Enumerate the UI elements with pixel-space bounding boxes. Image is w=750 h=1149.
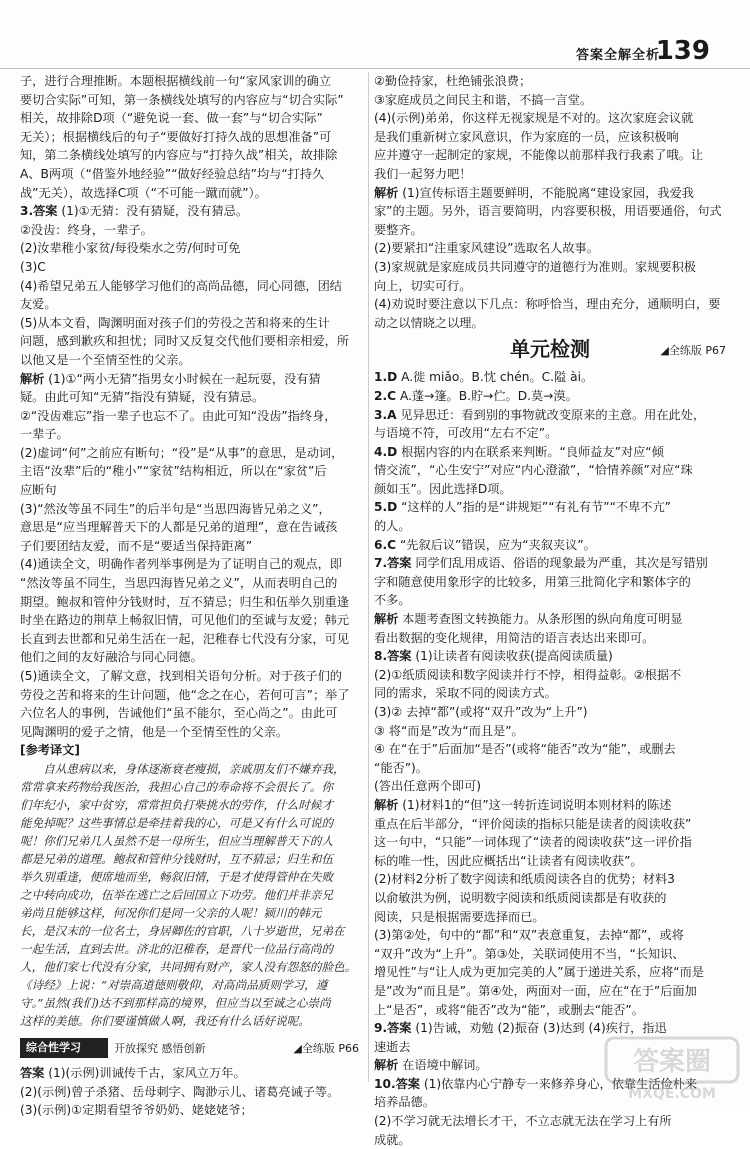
- answer-line: [374, 424, 726, 443]
- text-line: 时坐在路边的荆草上畅叙旧情，可见他们的至诚与友爱；韩元: [20, 613, 350, 628]
- answer-text: 以俞敏洪为例，说明数字阅读和纸质阅读都是有收获的: [374, 890, 667, 905]
- answer-line: [374, 759, 726, 778]
- band-page-ref: ◢全练版 P66: [293, 1041, 359, 1055]
- watermark-logo: [602, 1032, 742, 1102]
- answer-text: 阅读，只是根据需要选择而已。: [374, 909, 545, 924]
- answer-label: 9.答案: [374, 1021, 412, 1036]
- answer-label: 解析: [374, 797, 399, 812]
- header-rule: [0, 68, 750, 69]
- right-analysis-first-text: (1)宣传标语主题要鲜明，不能脱离“建设家园，我爱我: [402, 185, 694, 200]
- answer-line: [374, 684, 726, 703]
- answer-text: 这一句中，“只能”一词体现了“读者的阅读收获”这一评价指: [374, 835, 692, 850]
- answer-label: 解析: [374, 1058, 399, 1073]
- reference-translation-title: [参考译文]: [20, 743, 80, 758]
- text-line: “然汝等虽不同生，当思四海皆兄弟之义”，从而表明自己的: [20, 576, 338, 591]
- translation-line: 《诗经》上说：“对崇高道德则敬仰，对高尚品质则学习，遵: [20, 977, 328, 992]
- answer-line: [374, 387, 726, 406]
- text-line: 我们一起努力吧！: [374, 166, 472, 181]
- text-line: (3)(示例)①定期看望爷爷奶奶、姥姥姥爷；: [20, 1103, 253, 1118]
- text-line: 他们之间的友好融洽与同心同德。: [20, 650, 203, 665]
- text-line: 见陶渊明的爱子之情，他是一个至情至性的父亲。: [20, 724, 289, 739]
- answer-label: 3.A: [374, 407, 397, 422]
- band-block: [20, 1038, 108, 1058]
- answer-text: 的人。: [374, 519, 411, 534]
- q3-answers: [20, 221, 365, 370]
- text-line: A、B两项（“借鉴外地经验”“做好经验总结”均与“打持久: [20, 166, 325, 181]
- translation-line: 之中转向成功，伍举在逃亡之后回国立下功劳。他们并非亲兄: [20, 887, 334, 902]
- text-line: 一辈子。: [20, 427, 69, 442]
- translation-line: 弟尚且能够这样，何况你们是同一父亲的人呢！颍川的韩元: [20, 905, 322, 920]
- answer-line: [374, 740, 726, 759]
- answer-line: [374, 406, 726, 425]
- answer-text: “双升”改为“上升”。第③处，关联词使用不当，“长知识、: [374, 946, 685, 961]
- text-line: 动之以情晓之以理。: [374, 315, 484, 330]
- page-header: [0, 0, 750, 68]
- q3-answer-first-line: [20, 202, 365, 221]
- translation-line: 都是兄弟的道理。鲍叔和管仲分钱财时，互不猜忌；归生和伍: [20, 851, 334, 866]
- text-line: ②“没齿难忘”指一辈子也忘不了。由此可知“没齿”指终身，: [20, 408, 337, 423]
- answer-label: 7.答案: [374, 556, 412, 571]
- answer-line: [374, 703, 726, 722]
- answer-text: “能否”)。: [374, 760, 428, 775]
- text-line: (2)(示例)曾子杀猪、岳母刺字、陶渺示儿、诸葛亮诫子等。: [20, 1084, 340, 1099]
- answer-line: [374, 666, 726, 685]
- answer-text: “先叙后议”错误，应为“夹叙夹议”。: [399, 537, 596, 552]
- answer-text: 字和随意使用象形字的比较多，用第三批简化字和繁体字的: [374, 574, 691, 589]
- answer-text: (2)不学习就无法增长才干，不立志就无法在学习上有所: [374, 1114, 672, 1129]
- unit-test-page-ref: ◢全练版 P67: [660, 344, 726, 358]
- text-line: 要切合实际”可知，第一条横线处填写的内容应与“切合实际”: [20, 92, 344, 107]
- translation-line: 呢！你们兄弟几人虽然不是一母所生，但应当理解普天下的人: [20, 833, 334, 848]
- section-band: [20, 1036, 365, 1060]
- text-line: ③家庭成员之间民主和谐，不搞一言堂。: [374, 92, 593, 107]
- text-line: 向上，切实可行。: [374, 278, 472, 293]
- text-line: 长直到去世都和兄弟生活在一起，汜稚春七代没有分家，可见: [20, 631, 350, 646]
- answer-line: [374, 889, 726, 908]
- answer-text: (答出任意两个即可): [374, 779, 482, 794]
- answer-line: [374, 722, 726, 741]
- answer-line: [374, 945, 726, 964]
- text-line: 无关）；根据横线后的句子“要做好打持久战的思想准备”可: [20, 129, 332, 144]
- answer-text: 在语境中解词。: [402, 1058, 488, 1073]
- translation-line: 守。”虽然(我们)达不到那样高的境界，但应当以至诚之心崇尚: [20, 995, 331, 1010]
- answer-text: 根据内容的内在联系来判断。“良师益友”对应“倾: [401, 444, 664, 459]
- answer-text: 颜如玉”。因此选择D项。: [374, 481, 512, 496]
- answer-line: [374, 480, 726, 499]
- text-line: 知，第二条横线处填写的内容应与“打持久战”相关，故排除: [20, 148, 338, 163]
- final-answer-label: 答案: [20, 1065, 45, 1080]
- translation-line: 自从患病以来，身体逐渐衰老瘦损，亲戚朋友们不嫌弃我，: [43, 761, 345, 776]
- text-line: 家”的主题。另外，语言要简明，内容要积极，用语要通俗，句式: [374, 204, 722, 219]
- answer-text: 标的唯一性，因此应概括出“让读者有阅读收获”。: [374, 853, 643, 868]
- text-line: 劳役之苦和将来的生计问题，他“念之在心，若何可言”；举了: [20, 687, 350, 702]
- answer-line: [374, 777, 726, 796]
- analysis-body: [20, 388, 365, 741]
- answer-text: 重点在后半部分，“评价阅读的指标只能是读者的阅读收获”: [374, 816, 692, 831]
- watermark-text: 答案圈: [632, 1047, 712, 1077]
- intro-paragraph: [20, 72, 365, 202]
- answer-text: 增见性”与“让人成为更加完美的人”属于递进关系，应将“而是: [374, 965, 704, 980]
- text-line: 主语“汝辈”后的“稚小”“家贫”结构相近，所以在“家贫”后: [20, 464, 327, 479]
- answer-text: (3)第②处，句中的“都”和“双”表意重复，去掉“都”，或将: [374, 928, 684, 943]
- text-line: 子们要团结友爱，而不是“要适当保持距离”: [20, 538, 253, 553]
- text-line: 要整齐。: [374, 222, 423, 237]
- text-line: 以他又是一个至情至性的父亲。: [20, 352, 191, 367]
- answer-line: [374, 1001, 726, 1020]
- text-line: 相关，故排除D项（“避免说一套、做一套”与“切合实际”: [20, 111, 323, 126]
- answer-line: [374, 647, 726, 666]
- text-line: (2)要紧扣“注重家风建设”选取名人故事。: [374, 241, 599, 256]
- translation-line: 长，是汉末的一位名士，身居卿佐的官职，八十岁逝世，兄弟在: [20, 923, 345, 938]
- right-analysis-first-line: [374, 184, 726, 203]
- answer-text: “这样的人”指的是“讲规矩”“有礼有节”“不卑不亢”: [401, 500, 671, 515]
- answer-line: [374, 926, 726, 945]
- answer-text: A.徙 miǎo。B.忱 chén。C.隘 ài。: [401, 370, 594, 385]
- text-line: (4)劝说时要注意以下几点：称呼恰当，理由充分，通顺明白，要: [374, 297, 721, 312]
- translation-line: 举久别重逢，便席地而坐，畅叙旧情，于是才使得管仲在失败: [20, 869, 334, 884]
- final-answer-first-line: [20, 1064, 365, 1083]
- answer-label: 4.D: [374, 444, 398, 459]
- text-line: 疑。由此可知“无猜”指没有猜疑，没有猜忌。: [20, 390, 265, 405]
- translation-line: 一起生活，直到去世。济北的氾稚春，是晋代一位品行高尚的: [20, 941, 334, 956]
- answer-label: 解析: [374, 612, 399, 627]
- text-line: 问题，感到歉疚和担忧；同时又反复交代他们要相亲相爱，所: [20, 334, 350, 349]
- text-line: 意思是“应当理解普天下的人都是兄弟的道理”，意在告诫孩: [20, 520, 338, 535]
- answer-line: [374, 461, 726, 480]
- answer-line: [374, 908, 726, 927]
- analysis-label: 解析: [20, 371, 45, 386]
- right-analysis-body: [374, 202, 726, 332]
- answer-text: ④ 在“在于”后面加“是否”(或将“能否”改为“能”，或删去: [374, 742, 676, 757]
- answer-line: [374, 1131, 726, 1149]
- answer-label: 10.答案: [374, 1076, 420, 1091]
- text-line: 六位名人的事例，告诫他们“虽不能尔，至心尚之”。由此可: [20, 706, 338, 721]
- left-column: [20, 72, 365, 1120]
- answer-line: [374, 833, 726, 852]
- band-block-text: 综合性学习: [26, 1040, 81, 1054]
- answer-text: 见异思迁：看到别的事物就改变原来的主意。用在此处，: [400, 407, 706, 422]
- answer-text: (3)② 去掉“都”(或将“双升”改为“上升”): [374, 705, 588, 719]
- q3-label: 3.答案: [20, 204, 58, 219]
- text-line: 友爱。: [20, 297, 57, 312]
- q3-first-text: (1)①无猜：没有猜疑，没有猜忌。: [61, 204, 249, 219]
- answer-line: [374, 852, 726, 871]
- answer-line: [374, 536, 726, 555]
- text-line: (2)汝辈稚小家贫/每役柴水之劳/何时可免: [20, 241, 241, 256]
- answer-text: 同学们乱用成语、俗语的现象最为严重，其次是写错别: [415, 556, 708, 571]
- answer-text: 同的需求，采取不同的阅读方式。: [374, 686, 557, 701]
- answer-label: 5.D: [374, 500, 398, 515]
- right-column: [374, 72, 726, 1149]
- answer-text: 与语境不符，可改用“左右不定”。: [374, 426, 558, 441]
- answer-line: [374, 554, 726, 573]
- analysis-first-text: (1)①“两小无猜”指男女小时候在一起玩耍，没有猜: [48, 371, 321, 386]
- text-line: 期望。鲍叔和管仲分钱财时，互不猜忌；归生和伍举久别重逢: [20, 594, 350, 609]
- translation-line: 们年纪小，家中贫穷，常常担负打柴挑水的劳作，什么时候才: [20, 797, 334, 812]
- text-line: ②没齿：终身，一辈子。: [20, 222, 153, 237]
- band-subtitle: 开放探究 感悟创新: [114, 1041, 206, 1055]
- answer-line: [374, 796, 726, 815]
- answer-text: (1)告诫，劝勉 (2)振奋 (3)达到 (4)疾行，指迅: [415, 1021, 667, 1036]
- answer-line: [374, 982, 726, 1001]
- answer-line: [374, 498, 726, 517]
- answer-line: [374, 591, 726, 610]
- header-label: 答案全解全析: [575, 48, 660, 63]
- answer-line: [374, 517, 726, 536]
- answer-text: 是”改为“而且是”。第④处，两面对一面，应在“在于”后面加: [374, 983, 697, 998]
- answer-line: [374, 870, 726, 889]
- text-line: (3)“然汝等虽不同生”的后半句是“当思四海皆兄弟之义”，: [20, 501, 331, 516]
- answer-line: [374, 573, 726, 592]
- text-line: 子，进行合理推断。本题根据横线前一句“家风家训的确立: [20, 74, 332, 88]
- text-line: (3)家规就是家庭成员共同遵守的道德行为准则。家规要积极: [374, 259, 696, 274]
- answer-line: [374, 815, 726, 834]
- answer-text: (2)材料2分析了数字阅读和纸质阅读各自的优势；材料3: [374, 872, 675, 887]
- answer-text: 本题考查图文转换能力。从条形图的纵向角度可明显: [402, 612, 683, 627]
- text-line: 应断句: [20, 483, 57, 498]
- analysis-first-line: [20, 370, 365, 389]
- text-line: (2)虚词“何”之前应有断句；“役”是“从事”的意思，是动词，: [20, 445, 344, 460]
- text-line: (4)通读全文，明确作者列举事例是为了证明自己的观点，即: [20, 557, 342, 572]
- answer-text: 不多。: [374, 593, 411, 608]
- answer-label: 1.D: [374, 370, 398, 385]
- answer-text: 培养品德。: [374, 1095, 435, 1110]
- final-answers: [20, 1083, 365, 1120]
- text-line: 是我们重新树立家风意识，作为家庭的一员，应该积极响: [374, 129, 679, 144]
- text-line: (5)通读全文，了解文意，找到相关语句分析。对于孩子们的: [20, 669, 342, 683]
- right-analysis-label: 解析: [374, 185, 399, 200]
- text-line: ②勤俭持家，杜绝铺张浪费；: [374, 74, 532, 88]
- text-line: 战”无关），故选择C项（“不可能一蹴而就”）。: [20, 185, 267, 200]
- unit-test-title: [374, 334, 726, 364]
- right-top-lines: [374, 72, 726, 184]
- answer-text: ③ 将“而是”改为“而且是”。: [374, 723, 524, 738]
- answer-label: 6.C: [374, 537, 397, 552]
- translation-line: 人，他们家七代没有分家，共同拥有财产，家人没有怨怒的脸色。: [20, 959, 357, 974]
- answer-text: (1)依靠内心宁静专一来修养身心，依靠生活俭朴来: [423, 1076, 698, 1091]
- reference-translation: [20, 760, 365, 1030]
- answer-text: 速逝去: [374, 1039, 411, 1054]
- text-line: (3)C: [20, 259, 46, 274]
- text-line: (4)(示例)弟弟，你这样无视家规是不对的。这次家庭会议就: [374, 111, 694, 126]
- answer-text: 上“是否”，或将“能否”改为“能”，或删去“能否”。: [374, 1002, 644, 1017]
- answer-text: (1)材料1的“但”这一转折连词说明本则材料的陈述: [402, 797, 672, 812]
- translation-line: 这样的美德。你们要谨慎做人啊，我还有什么话好说呢。: [20, 1013, 310, 1028]
- answer-line: [374, 368, 726, 387]
- final-answer-first-text: (1)(示例)训诫传千古，家风立万年。: [48, 1065, 246, 1080]
- translation-line: 能免掉呢？这些事情总是牵挂着我的心，可是又有什么可说的: [20, 815, 334, 830]
- answer-line: [374, 629, 726, 648]
- answer-text: 成就。: [374, 1132, 411, 1147]
- answer-text: 看出数据的变化规律，用简洁的语言表达出来即可。: [374, 630, 655, 645]
- answer-line: [374, 443, 726, 462]
- answer-text: A.蓬→篷。B.貯→伫。D.莫→漠。: [399, 388, 578, 403]
- answer-text: 情交流”，“心生安宁”对应“内心澄澈”，“恰情养颜”对应“珠: [374, 463, 693, 478]
- column-divider: [368, 72, 369, 1082]
- answer-line: [374, 610, 726, 629]
- answer-line: [374, 1112, 726, 1131]
- text-line: (5)从本文看，陶渊明面对孩子们的劳役之苦和将来的生计: [20, 315, 330, 330]
- answer-text: (2)①纸质阅读和数字阅读并行不悖，相得益彰。②根据不: [374, 667, 682, 682]
- text-line: 应并遵守一起制定的家规，不能像以前那样我行我素了哦。让: [374, 148, 704, 163]
- page-number: 139: [655, 36, 710, 66]
- unit-test-heading: 单元检测: [510, 337, 590, 362]
- answer-line: [374, 963, 726, 982]
- text-line: (4)希望兄弟五人能够学习他们的高尚品德，同心同德，团结: [20, 278, 342, 293]
- answer-label: 2.C: [374, 388, 397, 403]
- translation-line: 常常拿来药物给我医治，我担心自己的寿命将不会很长了。你: [20, 779, 334, 794]
- answer-label: 8.答案: [374, 649, 412, 664]
- answer-text: (1)让读者有阅读收获(提高阅读质量): [415, 649, 613, 664]
- watermark-url: MXQE.COM: [628, 1086, 716, 1102]
